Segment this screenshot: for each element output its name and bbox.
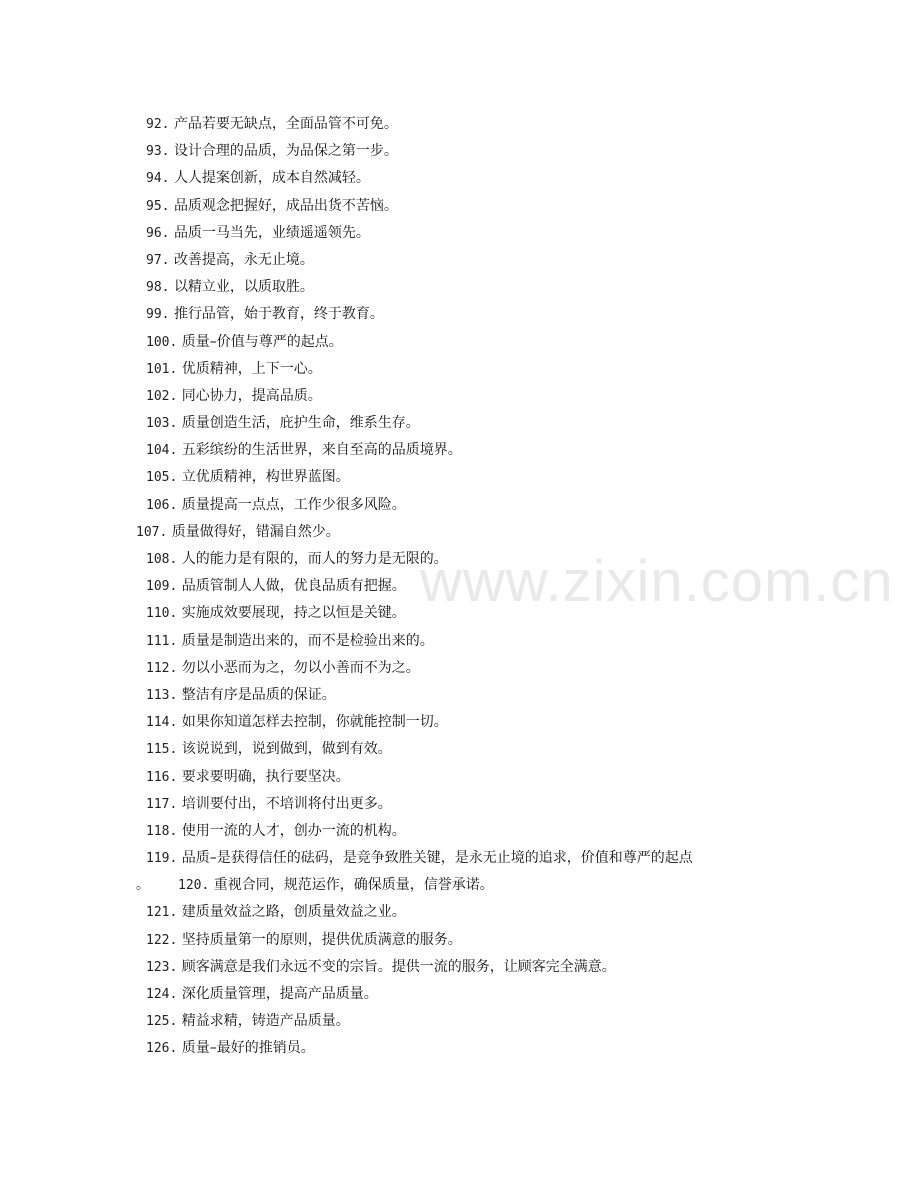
list-item: [0, 356, 920, 383]
item-text: 质量–价值与尊严的起点。: [181, 333, 343, 350]
item-number: 101.: [146, 361, 178, 377]
item-text: 质量–最好的推销员。: [181, 1040, 315, 1057]
item-number: 111.: [146, 633, 178, 649]
item-text: 重视合同，规范运作，确保质量，信誉承诺。: [213, 877, 494, 894]
item-text: 以精立业，以质取胜。: [173, 279, 314, 296]
item-text: 培训要付出，不培训将付出更多。: [181, 795, 392, 812]
list-item: [0, 193, 920, 220]
item-text: 质量是制造出来的，而不是检验出来的。: [181, 632, 434, 649]
item-number: 116.: [146, 769, 178, 785]
item-text: 勿以小恶而为之，勿以小善而不为之。: [181, 659, 420, 676]
list-item: [0, 899, 920, 926]
item-number: 103.: [146, 416, 178, 432]
list-item: [0, 111, 920, 138]
item-number: 100.: [146, 334, 178, 350]
item-text: 要求要明确，执行要坚决。: [181, 768, 350, 785]
list-item: [0, 709, 920, 736]
item-number: 123.: [146, 959, 178, 975]
list-item: [0, 546, 920, 573]
item-text: 质量创造生活，庇护生命，维系生存。: [181, 415, 420, 432]
item-text: 精益求精，铸造产品质量。: [181, 1013, 350, 1030]
item-number: 113.: [146, 687, 178, 703]
list-item: [0, 682, 920, 709]
item-number: 126.: [146, 1041, 178, 1057]
item-text: 优质精神，上下一心。: [181, 360, 322, 377]
item-number: 99.: [146, 307, 170, 323]
watermark: www.zixin.com.cn: [420, 549, 894, 614]
item-text: 实施成效要展现，持之以恒是关键。: [181, 605, 406, 622]
item-text: 如果你知道怎样去控制，你就能控制一切。: [181, 714, 448, 731]
item-number: 115.: [146, 742, 178, 758]
item-text: 设计合理的品质，为品保之第一步。: [173, 143, 398, 160]
list-item: [0, 981, 920, 1008]
list-item: [0, 818, 920, 845]
item-number: 121.: [146, 905, 178, 921]
list-item: [0, 165, 920, 192]
item-number: 96.: [146, 225, 170, 241]
list-item: [0, 274, 920, 301]
item-text: 深化质量管理，提高产品质量。: [181, 986, 378, 1002]
item-number: 106.: [146, 497, 178, 513]
list-item: [0, 573, 920, 600]
list-item: [0, 301, 920, 328]
item-number: 120.: [178, 878, 210, 894]
item-text: 同心协力，提高品质。: [181, 387, 322, 404]
item-number: 98.: [146, 280, 170, 296]
item-text: 推行品管，始于教育，终于教育。: [173, 306, 384, 323]
list-item: [0, 492, 920, 519]
list-item: [0, 247, 920, 274]
item-text: 该说说到，说到做到，做到有效。: [181, 741, 392, 758]
list-item: [0, 1008, 920, 1035]
item-number: 93.: [146, 144, 170, 160]
item-number: 112.: [146, 660, 178, 676]
item-number: 108.: [146, 552, 178, 567]
item-text: 品质一马当先，业绩遥遥领先。: [173, 224, 370, 241]
item-number: 97.: [146, 252, 170, 268]
item-text: 质量提高一点点，工作少很多风险。: [181, 496, 406, 513]
item-text: 人的能力是有限的，而人的努力是无限的。: [181, 551, 448, 567]
item-number: 95.: [146, 198, 170, 214]
list-item: [0, 410, 920, 437]
item-text: 整洁有序是品质的保证。: [181, 686, 336, 703]
item-text: 顾客满意是我们永远不变的宗旨。提供一流的服务，让顾客完全满意。: [181, 958, 616, 975]
list-item: [0, 464, 920, 491]
item-text: 品质–是获得信任的砝码，是竞争致胜关键，是永无止境的追求，价值和尊严的起点: [181, 850, 693, 867]
list-item: [0, 872, 920, 899]
item-number: 110.: [146, 606, 178, 622]
item-text: 人人提案创新，成本自然减轻。: [173, 170, 370, 187]
list-item: [0, 791, 920, 818]
list-item: [0, 736, 920, 763]
item-text: 使用一流的人才，创办一流的机构。: [181, 822, 406, 839]
list-item: [0, 655, 920, 682]
list-item: [0, 519, 920, 546]
list-item: [0, 437, 920, 464]
item-number: 102.: [146, 388, 178, 404]
list-item: [0, 383, 920, 410]
item-number: 109.: [146, 579, 178, 595]
item-text: 建质量效益之路，创质量效益之业。: [181, 904, 406, 921]
item-number: 94.: [146, 171, 170, 187]
item-number: 114.: [146, 715, 178, 731]
item-number: 92.: [146, 117, 170, 132]
list-item: [0, 927, 920, 954]
slogan-list: [0, 111, 920, 1063]
item-number: 124.: [146, 987, 178, 1002]
item-number: 107.: [136, 524, 168, 540]
item-text: 坚持质量第一的原则，提供优质满意的服务。: [181, 931, 462, 948]
item-number: 119.: [146, 851, 178, 867]
item-number: 122.: [146, 932, 178, 948]
item-text: 品质管制人人做，优良品质有把握。: [181, 578, 406, 595]
list-item: [0, 954, 920, 981]
list-item: [0, 138, 920, 165]
item-number: 125.: [146, 1014, 178, 1030]
item-text: 品质观念把握好，成品出货不苦恼。: [173, 197, 398, 214]
list-item: [0, 628, 920, 655]
item-number: 105.: [146, 470, 178, 486]
list-item: [0, 220, 920, 247]
item-text: 质量做得好，错漏自然少。: [171, 523, 340, 540]
item-text: 立优质精神，构世界蓝图。: [181, 469, 350, 486]
list-item: [0, 845, 920, 872]
item-number: 118.: [146, 823, 178, 839]
item-number: 117.: [146, 796, 178, 812]
list-item: [0, 764, 920, 791]
item-text: 产品若要无缺点，全面品管不可免。: [173, 116, 398, 132]
list-item: [0, 329, 920, 356]
list-item: [0, 600, 920, 627]
item-number: 104.: [146, 443, 178, 459]
item-text: 改善提高，永无止境。: [173, 251, 314, 268]
list-item: [0, 1035, 920, 1062]
wrapped-tail: 。: [136, 877, 150, 894]
item-text: 五彩缤纷的生活世界，来自至高的品质境界。: [181, 442, 462, 459]
